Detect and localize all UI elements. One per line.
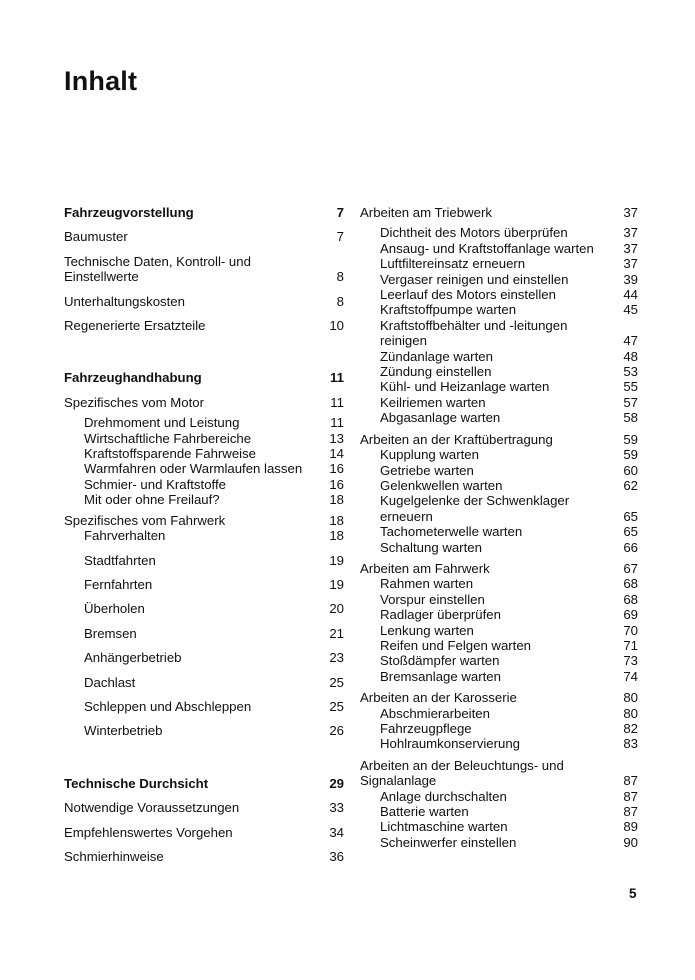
toc-entry-page: 25 <box>329 674 344 690</box>
toc-entry-title: Unterhaltungskosten <box>64 293 185 309</box>
toc-entry <box>64 601 344 616</box>
toc-entry-page: 19 <box>329 576 344 592</box>
toc-entry-title: Spezifisches vom Motor <box>64 394 204 410</box>
toc-entry <box>360 669 638 684</box>
toc-entry <box>64 205 344 220</box>
toc-entry-page: 55 <box>623 379 638 395</box>
toc-entry-title: Getriebe warten <box>380 462 474 478</box>
toc-entry <box>360 819 638 834</box>
toc-entry-page: 8 <box>336 269 344 285</box>
toc-entry-title: Bremsanlage warten <box>380 668 501 684</box>
toc-entry <box>64 294 344 309</box>
toc-entry-title: Schmier- und Kraftstoffe <box>84 476 226 492</box>
toc-entry-page: 53 <box>623 364 638 380</box>
toc-entry-title: Fahrverhalten <box>84 528 166 544</box>
toc-entry <box>360 736 638 751</box>
toc-entry-title: Notwendige Voraussetzungen <box>64 800 240 816</box>
toc-entry-page: 11 <box>330 394 344 410</box>
toc-entry-page: 47 <box>623 333 638 349</box>
toc-entry-page: 7 <box>336 205 344 220</box>
toc-entry-title: Arbeiten an der Beleuchtungs- und Signalanlage <box>360 757 564 789</box>
toc-entry-page: 7 <box>336 229 344 245</box>
toc-entry-page: 25 <box>329 698 344 714</box>
toc-entry-title: Rahmen warten <box>380 576 474 592</box>
toc-entry-title: Schleppen und Abschleppen <box>84 698 252 714</box>
toc-entry-page: 13 <box>329 430 344 446</box>
toc-entry-title: Batterie warten <box>380 804 469 820</box>
toc-entry-page: 59 <box>623 431 638 447</box>
toc-entry-page: 26 <box>329 723 344 739</box>
toc-entry-page: 90 <box>623 834 638 850</box>
toc-entry-page: 87 <box>623 773 638 789</box>
toc-entry <box>360 690 638 705</box>
toc-entry <box>64 699 344 714</box>
toc-entry-title: Ansaug- und Kraftstoffanlage warten <box>380 240 594 256</box>
toc-entry-title: Keilriemen warten <box>380 394 486 410</box>
toc-entry-title: Scheinwerfer einstellen <box>380 834 517 850</box>
toc-entry-page: 37 <box>623 205 638 220</box>
toc-entry-page: 16 <box>329 461 344 477</box>
toc-entry <box>64 370 344 385</box>
toc-entry-title: Anlage durchschalten <box>380 788 507 804</box>
toc-entry-title: Arbeiten am Fahrwerk <box>360 560 490 576</box>
toc-entry-page: 48 <box>623 348 638 364</box>
toc-entry <box>360 493 638 524</box>
toc-entry <box>360 318 638 349</box>
toc-entry <box>360 540 638 555</box>
toc-entry-title: Schmierhinweise <box>64 848 164 864</box>
toc-entry-title: Lichtmaschine warten <box>380 819 508 835</box>
toc-entry <box>360 205 638 220</box>
toc-entry-title: Kühl- und Heizanlage warten <box>380 379 550 395</box>
toc-entry <box>360 607 638 622</box>
toc-entry-page: 62 <box>623 477 638 493</box>
toc-entry <box>360 395 638 410</box>
toc-entry-page: 74 <box>623 668 638 684</box>
toc-entry <box>360 256 638 271</box>
toc-entry-title: Technische Durchsicht <box>64 775 209 791</box>
toc-entry <box>360 241 638 256</box>
toc-entry-page: 18 <box>329 528 344 544</box>
toc-right-column <box>360 205 638 850</box>
page-number: 5 <box>629 886 637 901</box>
toc-entry <box>64 415 344 430</box>
toc-entry-page: 44 <box>623 287 638 303</box>
toc-entry-page: 80 <box>623 690 638 706</box>
toc-entry <box>64 577 344 592</box>
toc-entry <box>64 528 344 543</box>
toc-entry-page: 29 <box>329 775 344 791</box>
toc-entry-title: Fahrzeugpflege <box>380 721 472 736</box>
toc-entry <box>64 446 344 461</box>
toc-entry-title: Reifen und Felgen warten <box>380 637 532 653</box>
toc-entry-page: 37 <box>623 256 638 272</box>
toc-entry-title: Schaltung warten <box>380 539 482 555</box>
toc-entry-page: 67 <box>623 560 638 576</box>
toc-entry-page: 83 <box>623 736 638 752</box>
toc-entry <box>64 254 344 285</box>
toc-entry <box>360 524 638 539</box>
toc-entry <box>360 721 638 736</box>
toc-entry <box>360 432 638 447</box>
toc-entry-title: Baumuster <box>64 229 128 245</box>
toc-entry-page: 8 <box>336 293 344 309</box>
toc-entry-title: Hohlraumkonservierung <box>380 736 521 752</box>
toc-entry-title: Kraftstoffsparende Fahrweise <box>84 446 257 462</box>
toc-entry-title: Kupplung warten <box>380 447 479 463</box>
toc-entry-page: 80 <box>623 705 638 721</box>
toc-entry-page: 59 <box>623 447 638 463</box>
toc-entry-title: Kugelgelenke der Schwenklager erneuern <box>380 493 570 524</box>
toc-entry-title: Arbeiten an der Kraftübertragung <box>360 431 553 447</box>
toc-entry <box>360 272 638 287</box>
toc-entry <box>360 463 638 478</box>
toc-entry <box>64 318 344 333</box>
toc-entry-page: 21 <box>329 625 344 641</box>
toc-entry-page: 33 <box>329 800 344 816</box>
toc-entry <box>360 410 638 425</box>
toc-entry <box>64 461 344 476</box>
toc-entry-page: 87 <box>623 804 638 820</box>
toc-entry <box>360 225 638 240</box>
toc-entry-page: 39 <box>623 271 638 287</box>
toc-entry <box>360 561 638 576</box>
toc-entry-page: 45 <box>623 302 638 318</box>
toc-entry-title: Warmfahren oder Warmlaufen lassen <box>84 461 303 477</box>
toc-entry <box>360 349 638 364</box>
toc-entry-page: 70 <box>623 622 638 638</box>
toc-entry-title: Leerlauf des Motors einstellen <box>380 287 556 303</box>
toc-entry-page: 37 <box>623 240 638 256</box>
toc-entry-page: 19 <box>329 552 344 568</box>
toc-entry-page: 68 <box>623 576 638 592</box>
toc-entry-title: Kraftstoffpumpe warten <box>380 302 517 318</box>
toc-entry-title: Anhängerbetrieb <box>84 650 182 666</box>
toc-entry <box>64 849 344 864</box>
toc-entry <box>64 229 344 244</box>
toc-entry-title: Abgasanlage warten <box>380 410 501 426</box>
toc-entry-title: Drehmoment und Leistung <box>84 415 240 431</box>
toc-entry <box>360 478 638 493</box>
toc-entry-page: 11 <box>330 415 344 431</box>
toc-entry-title: Fahrzeugvorstellung <box>64 205 194 220</box>
toc-entry-title: Stadtfahrten <box>84 552 156 568</box>
toc-entry <box>360 447 638 462</box>
toc-entry-page: 82 <box>623 721 638 736</box>
toc-entry <box>360 804 638 819</box>
toc-entry-page: 37 <box>623 225 638 241</box>
toc-entry-page: 65 <box>623 508 638 524</box>
toc-entry <box>64 553 344 568</box>
toc-entry <box>64 513 344 528</box>
toc-entry-page: 58 <box>623 410 638 426</box>
toc-entry-title: Abschmierarbeiten <box>380 705 490 721</box>
toc-entry-title: Wirtschaftliche Fahrbereiche <box>84 430 252 446</box>
toc-entry <box>360 623 638 638</box>
toc-entry <box>64 825 344 840</box>
toc-entry-title: Gelenkwellen warten <box>380 477 503 493</box>
toc-entry <box>64 395 344 410</box>
toc-entry-title: Arbeiten am Triebwerk <box>360 205 492 220</box>
toc-entry <box>360 706 638 721</box>
toc-entry-title: Lenkung warten <box>380 622 474 638</box>
toc-entry-title: Technische Daten, Kontroll- und Einstellwerte <box>64 253 251 285</box>
toc-entry-page: 69 <box>623 607 638 623</box>
toc-entry-title: Dachlast <box>84 674 136 690</box>
toc-entry-title: Dichtheit des Motors überprüfen <box>380 225 568 241</box>
toc-entry-page: 89 <box>623 819 638 835</box>
toc-entry-page: 18 <box>329 512 344 528</box>
toc-entry-page: 23 <box>329 650 344 666</box>
toc-entry <box>360 592 638 607</box>
toc-entry-title: Bremsen <box>84 625 137 641</box>
toc-entry-page: 66 <box>623 539 638 555</box>
toc-entry <box>64 626 344 641</box>
toc-entry-page: 16 <box>329 476 344 492</box>
toc-entry <box>360 758 638 789</box>
toc-entry-page: 87 <box>623 788 638 804</box>
toc-entry-title: Vorspur einstellen <box>380 591 485 607</box>
toc-entry-page: 11 <box>330 370 344 386</box>
toc-entry-title: Arbeiten an der Karosserie <box>360 690 517 706</box>
toc-entry-page: 73 <box>623 653 638 669</box>
toc-entry-title: Fernfahrten <box>84 576 153 592</box>
toc-entry-title: Kraftstoffbehälter und -leitungen reinigen <box>380 317 568 349</box>
toc-entry-title: Luftfiltereinsatz erneuern <box>380 256 526 272</box>
toc-entry-title: Mit oder ohne Freilauf? <box>84 492 220 508</box>
toc-entry-title: Zündanlage warten <box>380 348 493 364</box>
toc-entry-title: Stoßdämpfer warten <box>380 653 500 669</box>
toc-entry-title: Radlager überprüfen <box>380 607 501 623</box>
toc-entry <box>360 789 638 804</box>
toc-entry-page: 71 <box>623 637 638 653</box>
toc-entry <box>360 302 638 317</box>
toc-entry <box>360 835 638 850</box>
toc-entry-title: Zündung einstellen <box>380 364 492 380</box>
toc-left-column <box>64 205 344 864</box>
toc-entry-page: 60 <box>623 462 638 478</box>
toc-entry <box>360 287 638 302</box>
toc-entry <box>360 364 638 379</box>
toc-entry-page: 20 <box>329 601 344 617</box>
toc-entry-title: Fahrzeughandhabung <box>64 370 202 386</box>
toc-entry-title: Empfehlenswertes Vorgehen <box>64 824 233 840</box>
toc-entry-title: Winterbetrieb <box>84 723 163 739</box>
toc-entry <box>64 477 344 492</box>
toc-entry <box>360 638 638 653</box>
toc-entry-title: Vergaser reinigen und einstellen <box>380 271 569 287</box>
toc-entry-title: Spezifisches vom Fahrwerk <box>64 512 226 528</box>
toc-entry <box>64 492 344 507</box>
toc-entry <box>360 379 638 394</box>
toc-entry <box>64 723 344 738</box>
toc-entry-title: Überholen <box>84 601 145 617</box>
toc-entry <box>64 776 344 791</box>
toc-entry <box>360 653 638 668</box>
toc-entry <box>64 800 344 815</box>
toc-entry-page: 57 <box>623 394 638 410</box>
toc-entry-title: Regenerierte Ersatzteile <box>64 318 206 334</box>
toc-entry <box>64 431 344 446</box>
page-title: Inhalt <box>64 66 138 96</box>
toc-entry-page: 10 <box>329 318 344 334</box>
toc-entry-page: 34 <box>329 824 344 840</box>
toc-entry <box>64 650 344 665</box>
toc-entry-title: Tachometerwelle warten <box>380 524 523 540</box>
toc-entry-page: 68 <box>623 591 638 607</box>
toc-entry-page: 36 <box>329 848 344 864</box>
toc-entry-page: 14 <box>329 446 344 462</box>
toc-entry <box>64 675 344 690</box>
toc-entry <box>360 576 638 591</box>
toc-entry-page: 65 <box>623 524 638 540</box>
toc-entry-page: 18 <box>329 492 344 508</box>
